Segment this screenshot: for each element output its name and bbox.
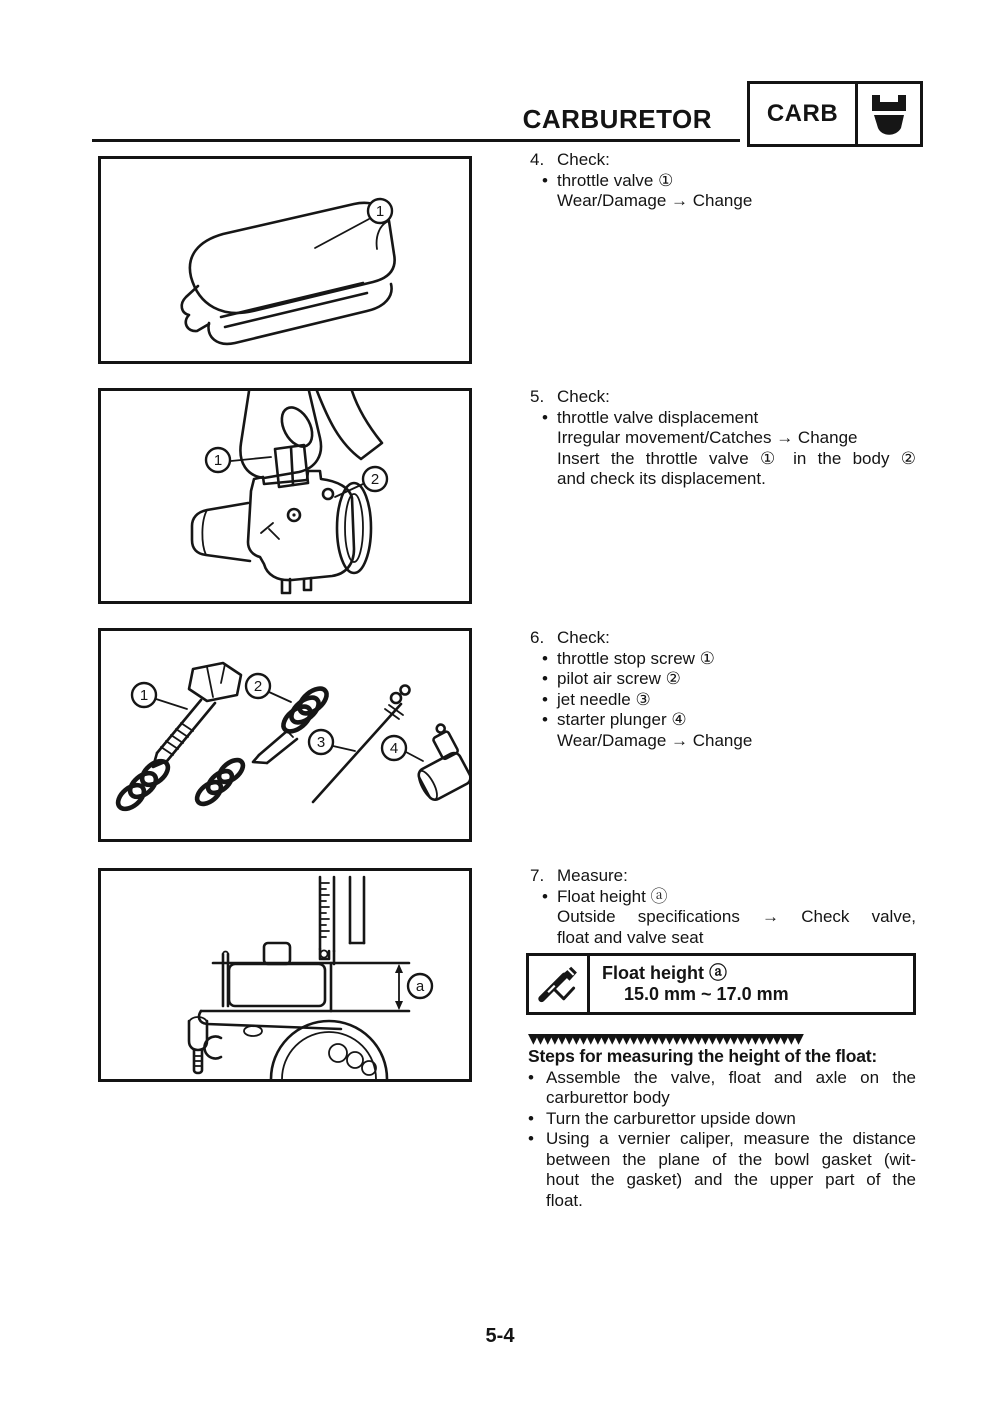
- callout-3: [309, 730, 333, 754]
- procedure-bullet: • Turn the carburettor upside down: [528, 1109, 916, 1130]
- svg-text:2: 2: [253, 678, 263, 695]
- result-line: Wear/Damage → Change: [557, 730, 753, 750]
- callout-1: [132, 683, 156, 707]
- svg-text:4: 4: [389, 740, 399, 757]
- procedure-heading: Steps for measuring the height of the float:: [528, 1046, 877, 1066]
- header-rule: [92, 139, 740, 142]
- page-title: CARBURETOR: [522, 104, 712, 134]
- figure-throttle-valve: [98, 156, 472, 364]
- callout-1: [368, 199, 392, 223]
- procedure-line: hout the gasket) and the upper part of the: [546, 1170, 916, 1189]
- step-number: 6.: [530, 628, 545, 647]
- page-number: 5-4: [485, 1325, 515, 1347]
- bullet-item: • Float height ⓐ: [530, 887, 916, 908]
- step-5-check: [530, 387, 916, 490]
- bullet-item: • throttle valve ①: [530, 171, 916, 192]
- procedure-bullet: • Using a vernier caliper, measure the distance: [528, 1129, 916, 1150]
- svg-text:1: 1: [139, 687, 149, 704]
- figure-carburetor-parts: [98, 628, 472, 842]
- spec-text: [590, 956, 913, 1012]
- step-7-measure: [530, 866, 916, 948]
- procedure-bullet: • Assemble the valve, float and axle on the: [528, 1068, 916, 1089]
- section-badge: [747, 81, 923, 147]
- step-verb: Measure:: [557, 866, 628, 885]
- bullet-item: • starter plunger ④: [530, 710, 916, 731]
- triangle-separator: ▼▼▼▼▼▼▼▼▼▼▼▼▼▼▼▼▼▼▼▼▼▼▼▼▼▼▼▼▼▼▼▼▼▼▼▼▼▼: [528, 1031, 801, 1045]
- step-6-check: [530, 628, 916, 751]
- svg-text:1: 1: [375, 203, 385, 220]
- procedure-line: carburettor body: [546, 1088, 670, 1107]
- step-verb: Check:: [557, 150, 610, 169]
- procedure-line: between the plane of the bowl gasket (wit-: [546, 1149, 916, 1169]
- callout-a: [408, 974, 432, 998]
- callout-1: [206, 448, 230, 472]
- procedure-line: float.: [546, 1190, 583, 1210]
- figure-throttle-valve-displacement: [98, 388, 472, 604]
- step-heading: [530, 628, 916, 649]
- svg-text:1: 1: [213, 452, 223, 469]
- section-badge-label: CARB: [750, 84, 858, 144]
- bullet-item: • throttle valve displacement: [530, 408, 916, 429]
- bullet-item: • throttle stop screw ①: [530, 649, 916, 670]
- step-number: 5.: [530, 387, 545, 406]
- figure-float-height-measurement: [98, 868, 472, 1082]
- note-line: Insert the throttle valve ① in the body ②: [557, 448, 916, 468]
- step-heading: [530, 866, 916, 887]
- callout-2: [363, 467, 387, 491]
- step-verb: Check:: [557, 628, 610, 647]
- step-heading: [530, 150, 916, 171]
- spec-title: Float height ⓐ: [602, 963, 727, 983]
- step-verb: Check:: [557, 387, 610, 406]
- result-line: Wear/Damage → Change: [557, 191, 753, 210]
- result-line: Outside specifications → Check valve,: [557, 907, 916, 926]
- procedure-block: [528, 1029, 916, 1211]
- step-4-check: [530, 150, 916, 212]
- bullet-item: • pilot air screw ②: [530, 669, 916, 690]
- spec-box-float-height: [526, 953, 916, 1015]
- step-heading: [530, 387, 916, 408]
- callout-4: [382, 736, 406, 760]
- result-line: Irregular movement/Catches → Change: [557, 428, 858, 447]
- svg-text:2: 2: [370, 471, 380, 488]
- svg-text:a: a: [415, 978, 425, 995]
- caliper-icon: [529, 956, 590, 1012]
- result-line: float and valve seat: [557, 927, 704, 947]
- svg-text:3: 3: [316, 734, 326, 751]
- step-number: 7.: [530, 866, 545, 885]
- spec-value: 15.0 mm ~ 17.0 mm: [624, 984, 789, 1004]
- note-line: and check its displacement.: [557, 469, 766, 488]
- callout-2: [246, 674, 270, 698]
- bullet-item: • jet needle ③: [530, 690, 916, 711]
- step-number: 4.: [530, 150, 545, 169]
- carburetor-icon: [858, 84, 920, 144]
